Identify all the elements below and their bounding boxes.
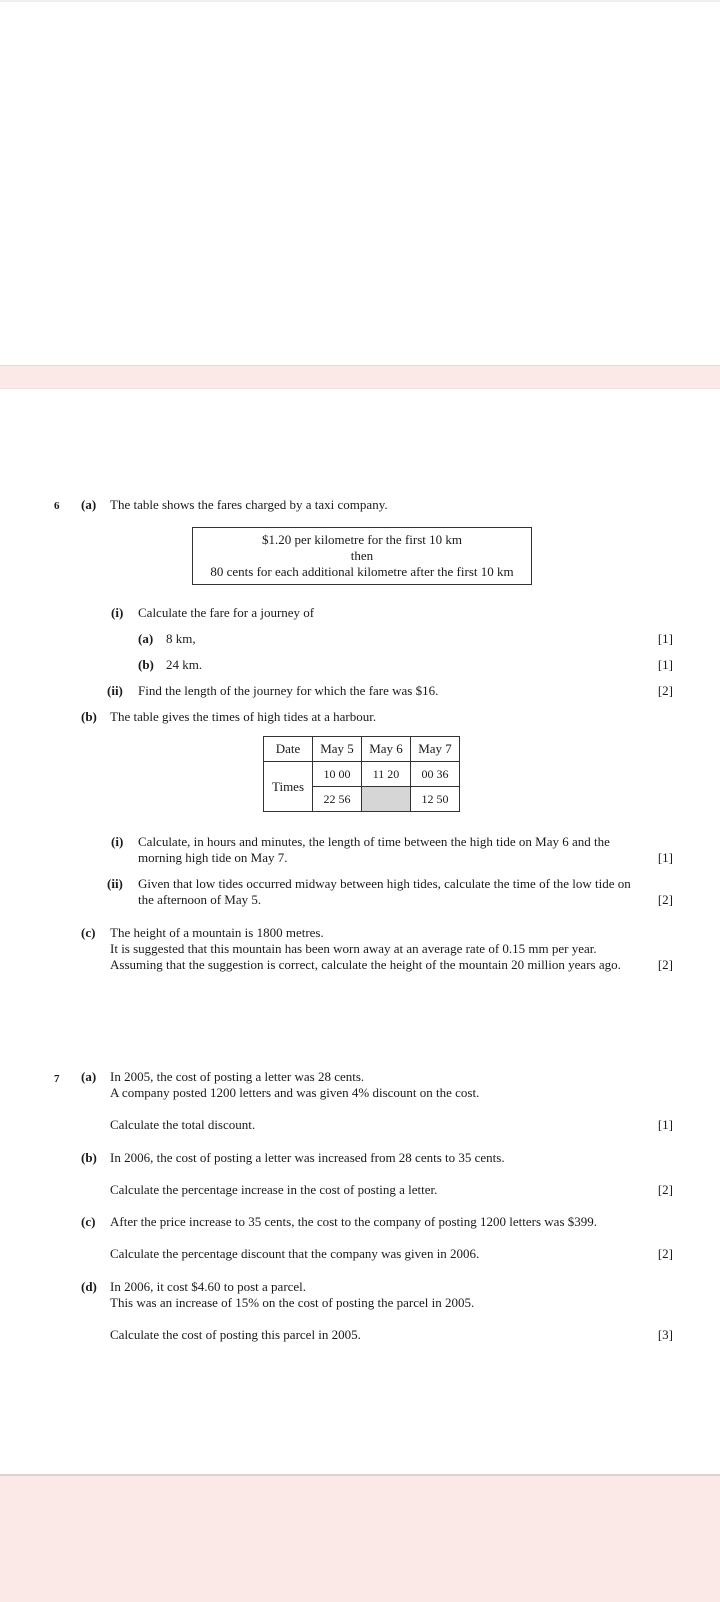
q7d-task: Calculate the cost of posting this parcel in 2005. [110,1327,361,1342]
q7b-line1: In 2006, the cost of posting a letter was increased from 28 cents to 35 cents. [110,1150,505,1165]
question-7-number: 7 [54,1073,60,1085]
q6c-line2: It is suggested that this mountain has been worn away at an average rate of 0.15 mm per year. [110,941,597,956]
q6aib-marks: [1] [657,657,673,672]
q7a-line1: In 2005, the cost of posting a letter was 28 cents. [110,1069,365,1084]
q6bi-line2: morning high tide on May 7. [138,850,288,865]
tide-date-cell: May 5 [313,737,362,762]
page-separator-band [0,365,720,389]
q6a-intro: The table shows the fares charged by a taxi company. [110,497,388,512]
q6c-label: (c) [81,925,96,940]
q7b-marks: [2] [657,1182,673,1197]
q6aia-marks: [1] [657,631,673,646]
q6aii-label: (ii) [107,683,123,698]
q6bii-label: (ii) [107,876,123,891]
q6bii-line1: Given that low tides occurred midway between high tides, calculate the time of the low tide on [138,876,631,891]
tide-time-cell: 00 36 [411,762,460,787]
q6bi-marks: [1] [657,850,673,865]
q6bi-label: (i) [111,834,124,849]
q6aia-label: (a) [138,631,154,646]
q7c-label: (c) [81,1214,96,1229]
q6c-line3: Assuming that the suggestion is correct, calculate the height of the mountain 20 million years ago. [110,957,621,972]
q7a-marks: [1] [657,1117,673,1132]
q7c-marks: [2] [657,1246,673,1261]
tide-times-header: Times [264,762,313,812]
q7c-task: Calculate the percentage discount that the company was given in 2006. [110,1246,480,1261]
tide-time-cell: 12 50 [411,787,460,812]
tide-time-cell: 22 56 [313,787,362,812]
q6b-intro: The table gives the times of high tides at a harbour. [110,709,377,724]
fare-table [192,527,532,585]
q7d-label: (d) [81,1279,97,1294]
q6a-label: (a) [81,497,97,512]
q7a-label: (a) [81,1069,97,1084]
q6bi-line1: Calculate, in hours and minutes, the length of time between the high tide on May 6 and the [138,834,610,849]
tide-date-cell: May 7 [411,737,460,762]
q6aia-text: 8 km, [166,631,196,646]
question-6-number: 6 [54,500,60,512]
q7b-task: Calculate the percentage increase in the cost of posting a letter. [110,1182,438,1197]
q6aii-marks: [2] [657,683,673,698]
q6c-marks: [2] [657,957,673,972]
q7d-line1: In 2006, it cost $4.60 to post a parcel. [110,1279,307,1294]
fare-line-1: $1.20 per kilometre for the first 10 km [261,532,462,547]
q7a-task: Calculate the total discount. [110,1117,256,1132]
page-top-edge [0,0,720,2]
q7b-label: (b) [81,1150,97,1165]
q7d-marks: [3] [657,1327,673,1342]
tide-time-cell: 11 20 [362,762,411,787]
tide-table [263,736,460,812]
tide-date-cell: May 6 [362,737,411,762]
q6ai-text: Calculate the fare for a journey of [138,605,315,620]
page-bottom-band [0,1474,720,1602]
fare-line-2: then [350,548,374,563]
q6bii-marks: [2] [657,892,673,907]
q6bii-line2: the afternoon of May 5. [138,892,262,907]
q7c-line1: After the price increase to 35 cents, the cost to the company of posting 1200 letters was $399. [110,1214,598,1229]
q7d-line2: This was an increase of 15% on the cost of posting the parcel in 2005. [110,1295,475,1310]
q6aib-text: 24 km. [166,657,203,672]
tide-shaded-cell [362,787,411,812]
q6ai-label: (i) [111,605,124,620]
q6aii-text: Find the length of the journey for which the fare was $16. [138,683,439,698]
q6c-line1: The height of a mountain is 1800 metres. [110,925,324,940]
q6b-label: (b) [81,709,97,724]
q7a-line2: A company posted 1200 letters and was given 4% discount on the cost. [110,1085,480,1100]
tide-time-cell: 10 00 [313,762,362,787]
fare-line-3: 80 cents for each additional kilometre after the first 10 km [210,564,514,579]
tide-date-header: Date [264,737,313,762]
q6aib-label: (b) [138,657,154,672]
